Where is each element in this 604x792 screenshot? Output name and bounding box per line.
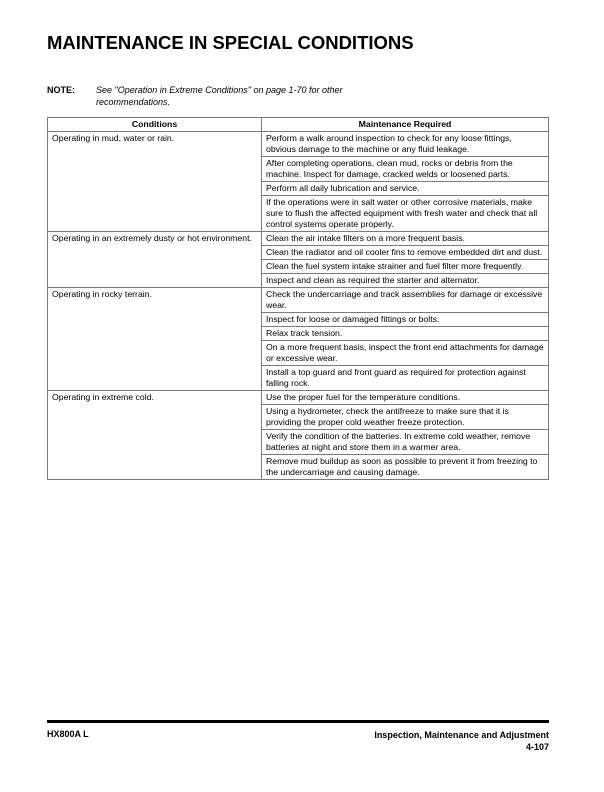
table-header-row xyxy=(48,118,549,132)
condition-cell: Operating in mud, water or rain. xyxy=(48,132,262,232)
table-row xyxy=(48,132,549,157)
footer-section-title: Inspection, Maintenance and Adjustment xyxy=(374,730,549,740)
footer-model: HX800A L xyxy=(47,729,89,739)
page-title: MAINTENANCE IN SPECIAL CONDITIONS xyxy=(47,32,414,53)
condition-cell: Operating in rocky terrain. xyxy=(48,288,262,391)
maintenance-cell: If the operations were in salt water or other corrosive materials, make sure to flush the affected equipment with fresh water and check that all control systems operate properly. xyxy=(262,196,549,232)
maintenance-cell: Clean the fuel system intake strainer and fuel filter more frequently. xyxy=(262,260,549,274)
maintenance-cell: Perform all daily lubrication and service. xyxy=(262,182,549,196)
maintenance-cell: Inspect for loose or damaged fittings or bolts. xyxy=(262,313,549,327)
table-row xyxy=(48,391,549,405)
table-row xyxy=(48,288,549,313)
maintenance-table xyxy=(47,117,549,480)
maintenance-cell: Inspect and clean as required the starter and alternator. xyxy=(262,274,549,288)
footer-page-number: 4-107 xyxy=(525,742,549,752)
maintenance-cell: Remove mud buildup as soon as possible to prevent it from freezing to the undercarriage and causing damage. xyxy=(262,455,549,480)
header-conditions: Conditions xyxy=(48,118,262,132)
condition-cell: Operating in extreme cold. xyxy=(48,391,262,480)
maintenance-cell: Perform a walk around inspection to check for any loose fittings, obvious damage to the machine or any fluid leakage. xyxy=(262,132,549,157)
note-text: See "Operation in Extreme Conditions" on page 1-70 for other recommendations. xyxy=(96,85,343,107)
condition-cell: Operating in an extremely dusty or hot environment. xyxy=(48,232,262,288)
footer-section xyxy=(374,729,549,753)
note-label: NOTE: xyxy=(47,85,75,95)
maintenance-cell: Clean the air intake filters on a more frequent basis. xyxy=(262,232,549,246)
maintenance-cell: Check the undercarriage and track assemblies for damage or excessive wear. xyxy=(262,288,549,313)
maintenance-cell: Verify the condition of the batteries. In extreme cold weather, remove batteries at night and store them in a warmer area. xyxy=(262,430,549,455)
footer-rule xyxy=(47,720,549,723)
maintenance-cell: Using a hydrometer, check the antifreeze to make sure that it is providing the proper cold weather freeze protection. xyxy=(262,405,549,430)
maintenance-cell: Install a top guard and front guard as required for protection against falling rock. xyxy=(262,366,549,391)
header-maintenance-required: Maintenance Required xyxy=(262,118,549,132)
maintenance-cell: Clean the radiator and oil cooler fins to remove embedded dirt and dust. xyxy=(262,246,549,260)
maintenance-cell: Relax track tension. xyxy=(262,327,549,341)
table-row xyxy=(48,232,549,246)
maintenance-cell: After completing operations, clean mud, rocks or debris from the machine. Inspect for damage, cracked welds or loosened parts. xyxy=(262,157,549,182)
table-body xyxy=(48,132,549,480)
maintenance-cell: On a more frequent basis, inspect the front end attachments for damage or excessive wear. xyxy=(262,341,549,366)
maintenance-cell: Use the proper fuel for the temperature conditions. xyxy=(262,391,549,405)
